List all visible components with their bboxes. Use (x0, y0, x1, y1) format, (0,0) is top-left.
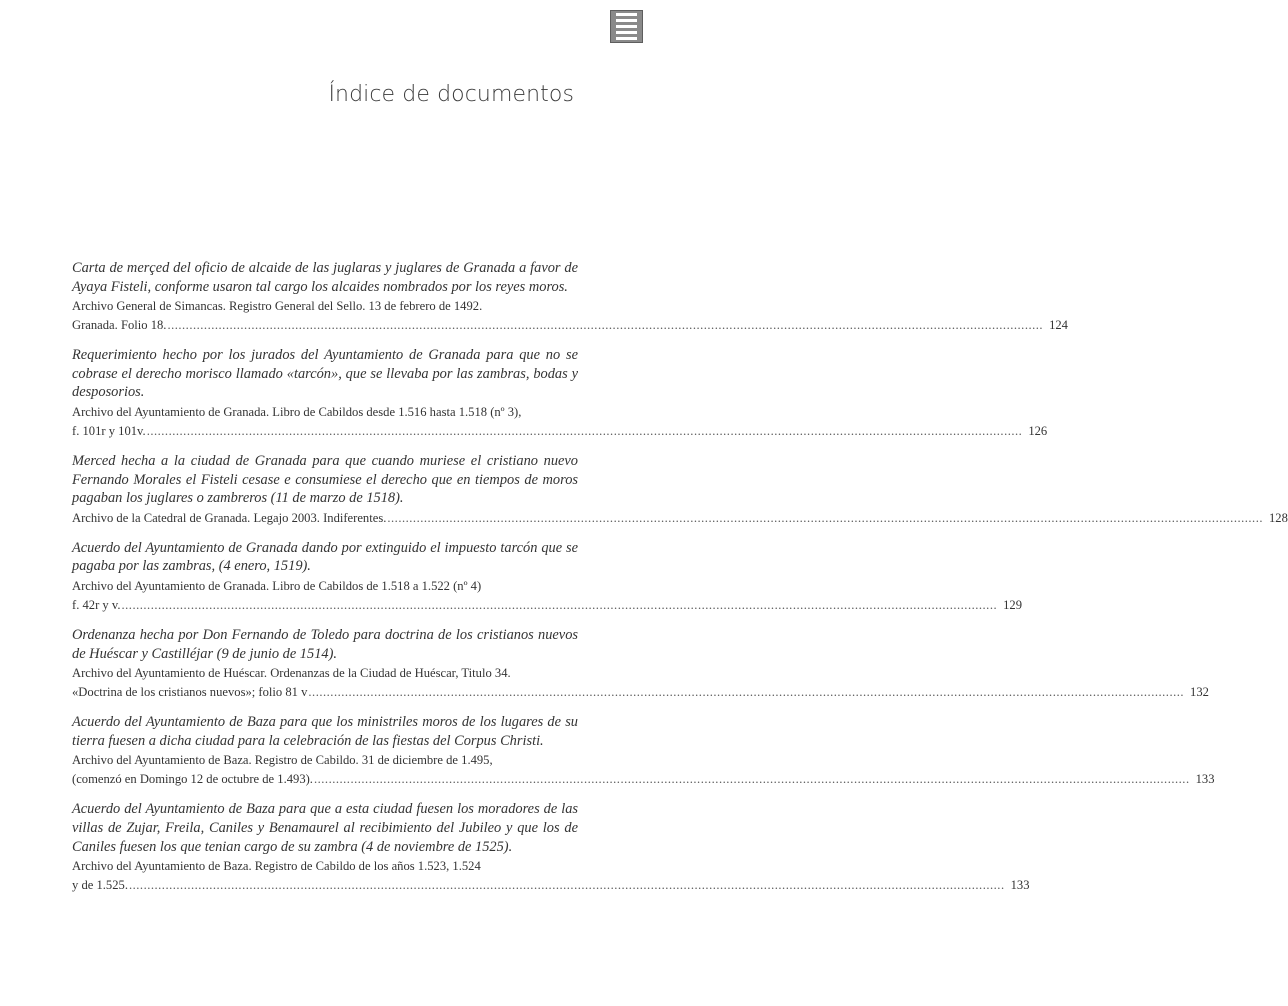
page-number[interactable]: 129 (1003, 597, 1023, 612)
source-line: Archivo de la Catedral de Granada. Legajo 2003. Indiferentes. (72, 510, 387, 525)
dot-leader: ................................................................................................................................................................................................................................................ (121, 597, 998, 612)
index-entry[interactable] (72, 346, 1048, 441)
source-line: Archivo del Ayuntamiento de Granada. Libro de Cabildos desde 1.516 hasta 1.518 (nº 3), (72, 404, 522, 419)
list-menu-icon (616, 13, 637, 16)
entry-title[interactable]: Ordenanza hecha por Don Fernando de Toledo para doctrina de los cristianos nuevos de Huéscar y Castilléjar (9 de junio de 1514). (72, 626, 578, 662)
dot-leader: ................................................................................................................................................................................................................................................ (308, 685, 1185, 700)
entry-title[interactable]: Merced hecha a la ciudad de Granada para que cuando muriese el cristiano nuevo Fernando Morales el Fisteli cesase e consumiese el derecho que en tiempos de moros pagaban los juglares o zambreros (11 de marzo de 1518). (72, 452, 578, 507)
index-entry[interactable] (72, 713, 1215, 789)
dot-leader: ................................................................................................................................................................................................................................................ (128, 878, 1005, 893)
dot-leader: ................................................................................................................................................................................................................................................ (167, 318, 1044, 333)
entry-source (72, 857, 1030, 895)
dot-leader: ................................................................................................................................................................................................................................................ (387, 510, 1263, 525)
index-entry[interactable] (72, 452, 1288, 528)
entry-title[interactable]: Requerimiento hecho por los jurados del Ayuntamiento de Granada para que no se cobrase el derecho morisco llamado «tarcón», que se llevaba por las zambras, bodas y desposorios. (72, 347, 578, 401)
index-entry[interactable] (72, 539, 1023, 615)
source-line: Archivo General de Simancas. Registro General del Sello. 13 de febrero de 1492. (72, 299, 483, 314)
page-number[interactable]: 133 (1010, 878, 1030, 893)
page-title: Índice de documentos (328, 82, 574, 107)
source-line: Archivo del Ayuntamiento de Huéscar. Ordenanzas de la Ciudad de Huéscar, Titulo 34. (72, 666, 511, 681)
entry-title[interactable]: Acuerdo del Ayuntamiento de Baza para que los ministriles moros de los lugares de su tierra fuesen a dicha ciudad para la celebración de las fiestas del Corpus Christi. (72, 714, 578, 749)
source-line: Granada. Folio 18. (72, 318, 167, 333)
entry-title[interactable]: Acuerdo del Ayuntamiento de Granada dando por extinguido el impuesto tarcón que se pagaba por las zambras, (4 enero, 1519). (72, 539, 578, 575)
entry-title[interactable]: Carta de merçed del oficio de alcaide de las juglaras y juglares de Granada a favor de Ayaya Fisteli, conforme usaron tal cargo los alcaides nombrados por los reyes moros. (72, 260, 578, 295)
page-number[interactable]: 133 (1195, 772, 1215, 787)
source-line: y de 1.525. (72, 878, 128, 893)
entry-source (72, 751, 1215, 789)
page-number[interactable]: 128 (1269, 510, 1288, 525)
index-entry[interactable] (72, 626, 1209, 702)
entry-source (72, 577, 1023, 615)
entry-source (72, 297, 1068, 335)
source-line: f. 42r y v. (72, 597, 121, 612)
entry-source (72, 403, 1048, 441)
source-line: Archivo del Ayuntamiento de Baza. Registro de Cabildo de los años 1.523, 1.524 (72, 859, 481, 874)
source-line: Archivo del Ayuntamiento de Baza. Registro de Cabildo. 31 de diciembre de 1.495, (72, 753, 493, 768)
entry-source (72, 509, 1288, 528)
index-entry[interactable] (72, 259, 1068, 335)
menu-button[interactable] (610, 10, 643, 43)
source-line: (comenzó en Domingo 12 de octubre de 1.493). (72, 772, 313, 787)
dot-leader: ................................................................................................................................................................................................................................................ (313, 772, 1190, 787)
source-line: «Doctrina de los cristianos nuevos»; folio 81 v (72, 685, 308, 700)
page-number[interactable]: 124 (1049, 318, 1068, 333)
dot-leader: ................................................................................................................................................................................................................................................ (146, 423, 1023, 438)
source-line: Archivo del Ayuntamiento de Granada. Libro de Cabildos de 1.518 a 1.522 (nº 4) (72, 578, 482, 593)
document-index-list (72, 259, 1288, 906)
entry-title[interactable]: Acuerdo del Ayuntamiento de Baza para que a esta ciudad fuesen los moradores de las villas de Zujar, Freila, Caniles y Benamaurel al recibimiento del Jubileo y que los de Caniles fuesen los que tenian cargo de su zambra (4 de noviembre de 1525). (72, 801, 578, 855)
entry-source (72, 664, 1209, 702)
page-number[interactable]: 132 (1190, 685, 1209, 700)
index-entry[interactable] (72, 800, 1030, 895)
page-number[interactable]: 126 (1028, 423, 1048, 438)
source-line: f. 101r y 101v. (72, 423, 146, 438)
